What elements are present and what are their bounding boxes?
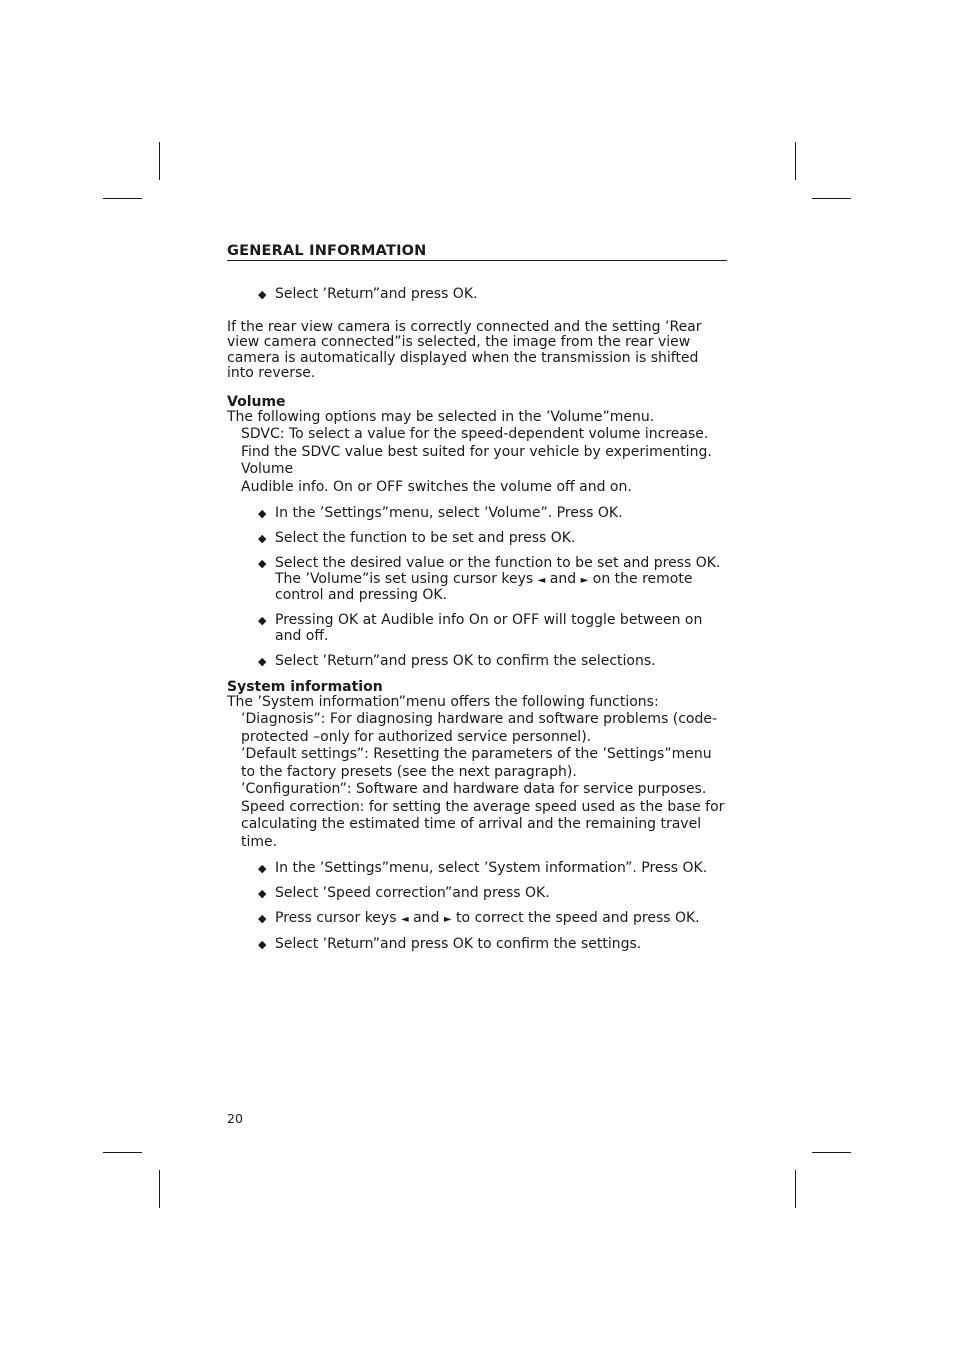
list-item: ◆ Select ’Speed correction”and press OK.	[258, 885, 550, 901]
system-step-list	[227, 861, 727, 953]
crop-mark	[103, 1152, 142, 1153]
volume-heading: Volume	[227, 393, 286, 410]
crop-mark	[159, 142, 160, 180]
system-intro: The ’System information”menu offers the following functions:	[227, 693, 659, 710]
top-step-list	[227, 287, 727, 303]
crop-mark	[103, 198, 142, 199]
camera-paragraph: If the rear view camera is correctly connected and the setting ’Rear view camera connected”is selected, the image from the rear view camera is automatically displayed when the transmission is shifted into reverse.	[227, 318, 702, 381]
volume-step-list	[227, 506, 727, 669]
list-item: ◆ Pressing OK at Audible info On or OFF will toggle between on and off.	[258, 612, 703, 644]
list-item: ◆ Press cursor keys ◄ and ► to correct the speed and press OK.	[258, 910, 700, 926]
right-arrow-icon: ►	[443, 914, 452, 925]
volume-intro: The following options may be selected in the ’Volume”menu.	[227, 408, 655, 425]
list-item: ◆ In the ’Settings”menu, select ’Volume”. Press OK.	[258, 505, 623, 521]
diamond-bullet-icon: ◆	[258, 288, 267, 301]
volume-option: Audible info. On or OFF switches the volume off and on.	[241, 478, 632, 495]
volume-option: SDVC: To select a value for the speed-dependent volume increase. Find the SDVC value best suited for your vehicle by experimenting.	[241, 426, 712, 460]
diamond-bullet-icon: ◆	[258, 912, 267, 925]
diamond-bullet-icon: ◆	[258, 887, 267, 900]
diamond-bullet-icon: ◆	[258, 557, 267, 570]
system-option: ’Configuration”: Software and hardware data for service purposes.	[241, 781, 707, 797]
system-option: ’Default settings”: Resetting the parameters of the ’Settings”menu to the factory presets (see the next paragraph).	[241, 746, 712, 780]
list-item: ◆ Select ’Return”and press OK to confirm the settings.	[258, 936, 642, 952]
page-number: 20	[227, 1111, 243, 1126]
crop-mark	[795, 142, 796, 180]
diamond-bullet-icon: ◆	[258, 654, 267, 668]
list-item: ◆ Select the desired value or the function to be set and press OK. The ’Volume”is set using cursor keys ◄ and ► on the remote control and pressing OK.	[258, 555, 721, 603]
section-header: GENERAL INFORMATION	[227, 243, 727, 261]
system-option: ’Diagnosis”: For diagnosing hardware and software problems (code-protected –only for authorized service personnel).	[241, 711, 718, 745]
page-content	[227, 243, 727, 962]
list-item: ◆ Select ’Return”and press OK to confirm the selections.	[258, 652, 656, 669]
list-item: ◆ In the ’Settings”menu, select ’System information”. Press OK.	[258, 860, 708, 876]
diamond-bullet-icon: ◆	[258, 507, 267, 520]
crop-mark	[812, 198, 851, 199]
crop-mark	[795, 1170, 796, 1208]
list-item: ◆ Select the function to be set and press OK.	[258, 530, 576, 546]
crop-mark	[159, 1170, 160, 1208]
diamond-bullet-icon: ◆	[258, 614, 267, 627]
volume-option: Volume	[241, 461, 294, 477]
left-arrow-icon: ◄	[400, 914, 409, 925]
system-option: Speed correction: for setting the average speed used as the base for calculating the estimated time of arrival and the remaining travel time.	[241, 798, 725, 850]
system-heading: System information	[227, 678, 383, 695]
right-arrow-icon: ►	[580, 574, 589, 586]
list-item: ◆ Select ’Return”and press OK.	[258, 286, 478, 302]
diamond-bullet-icon: ◆	[258, 532, 267, 545]
left-arrow-icon: ◄	[537, 574, 546, 586]
diamond-bullet-icon: ◆	[258, 862, 267, 875]
crop-mark	[812, 1152, 851, 1153]
diamond-bullet-icon: ◆	[258, 938, 267, 951]
